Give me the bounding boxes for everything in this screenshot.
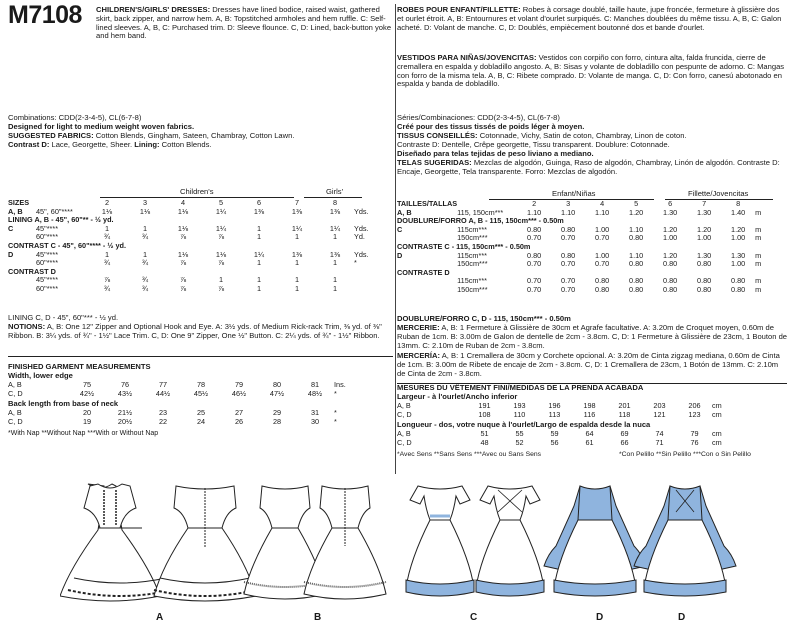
spanish-footnote: *Con Pelillo **Sin Pelillo ***Con o Sin Pelillo	[619, 451, 751, 458]
dress-b-back	[300, 478, 390, 618]
group-girls: Girls'	[326, 187, 344, 196]
english-description	[96, 6, 392, 41]
width-label: Width, lower edge	[8, 371, 73, 380]
back-label: Back length from base of neck	[8, 399, 119, 408]
table-row: 60"**** ¾ ¾ ⅞ ⅞ 1 1 1 *	[36, 258, 357, 268]
view-label-b: B	[314, 612, 322, 623]
table-row: D 115cm*** 0.80 0.80 1.00 1.10 1.20 1.30 1.30 m	[397, 250, 762, 260]
english-desc-text: Dresses have lined bodice, raised waist, gathered skirt, back zipper, and narrow hem. A, B: Topstitched armholes and hem ruffle. C: Self-lined sleeves. A, B, C: Purchased trim. D: Sleeve flounce. C, D: Lined, back-button yoke and hem band.	[96, 5, 392, 41]
table-row: CONTRAST C - 45", 60"**** - ½ yd.	[8, 240, 127, 250]
table-row: D 45"**** 1 1 1⅛ 1⅛ 1¼ 1⅜ 1⅜ Yds.	[8, 249, 369, 259]
english-title: CHILDREN'S/GIRLS' DRESSES:	[96, 5, 211, 14]
finished-title: FINISHED GARMENT MEASUREMENTS	[8, 362, 151, 371]
table-row: 45"**** ⅞ ¾ ⅞ 1 1 1 1	[36, 275, 338, 285]
contrast-lining: Contrast D: Lace, Georgette, Sheer. Lining: Cotton Blends.	[8, 140, 212, 149]
contraste-fr: Contraste D: Dentelle, Crêpe georgette, Tissu transparent. Doublure: Cotonnade.	[397, 140, 670, 149]
back-table	[8, 409, 393, 426]
lining-cd: LINING C, D - 45", 60"*** - ½ yd.	[8, 313, 119, 322]
group-enfant: Enfant/Niñas	[552, 189, 596, 198]
table-row: C, D 108 110 113 116 118 121 123 cm	[397, 409, 722, 419]
dress-c-back	[470, 476, 550, 616]
table-row: A, B 20 21½ 23 25 27 29 31 *	[8, 408, 337, 417]
doublure-cd: DOUBLURE/FORRO C, D - 115, 150cm*** - 0.50m	[397, 314, 571, 323]
designed-for: Designed for light to medium weight woven fabrics.	[8, 122, 195, 131]
rule-finished	[8, 356, 393, 357]
notions: NOTIONS: A, B: One 12" Zipper and Optional Hook and Eye. A: 3½ yds. of Medium Rick-rack Trim, ⅜ yd. of ⅜" Ribbon. B: 3¼ yds. of ¾" - 1½" Lace Trim. C, D: One 9" Zipper, One ½" Button. C: 2¼ yds. of ¾" - 1½" Ribbon.	[8, 322, 382, 340]
view-label-c: C	[470, 612, 478, 623]
width-table	[8, 381, 393, 398]
tissus-conseilles: TISSUS CONSEILLÉS: Cotonnade, Vichy, Satin de coton, Chambray, Linon de coton.	[397, 131, 687, 140]
table-row: C 115cm*** 0.80 0.80 1.00 1.10 1.20 1.20 1.20 m	[397, 224, 762, 234]
size-header-row: TAILLES/TALLAS 2 3 4 5 6 7 8	[397, 199, 741, 208]
spanish-description: VESTIDOS PARA NIÑAS/JOVENCITAS: Vestidos con corpiño con forro, cintura alta, falda fruncida, cierre de cremallera en espalda y dobladillo angosto. A, B: Sisas y volante de dobladillo con pespunte de adorno. C: Mangas con forro de la misma tela. A, B, C: Ribete comprado. D: Volante de manga. C, D: Con forro, canesú abotonado en espalda y banda de dobladillo.	[397, 53, 785, 89]
mesures-title: MESURES DU VÊTEMENT FINI/MEDIDAS DE LA PRENDA ACABADA	[397, 383, 644, 392]
table-row: 150cm*** 0.70 0.70 0.70 0.80 1.00 1.00 1.00 m	[457, 233, 762, 243]
french-description: ROBES POUR ENFANT/FILLETTE: Robes à corsage doublé, taille haute, jupe froncée, fermeture à glissière dos et ourlet étroit. A, B: Entournures et volant d'ourlet surpiqués. C: Manches doublées du même tissu. A, B, C: Galon acheté. D: Volant de manche. C, D: Doublés, empiècement boutonné dos et bande d'ourlet.	[397, 5, 782, 32]
view-label-a: A	[156, 612, 164, 623]
longueur-table	[397, 430, 787, 447]
english-footnote: *With Nap **Without Nap ***With or Without Nap	[8, 430, 159, 437]
table-row: 60"**** ¾ ¾ ⅞ ⅞ 1 1 1 Yd.	[36, 232, 365, 242]
largeur-table	[397, 402, 787, 419]
table-row: CONTRAST D	[8, 266, 56, 276]
table-row: C, D 48 52 56 61 66 71 76 cm	[397, 437, 722, 447]
metrage-table	[397, 200, 787, 295]
table-row: CONTRASTE D	[397, 267, 450, 277]
cree-pour: Créé pour des tissus tissés de poids léger à moyen.	[397, 122, 585, 131]
table-row: CONTRASTE C - 115, 150cm*** - 0.50m	[397, 241, 531, 251]
table-row: LINING A, B - 45", 60"** - ½ yd.	[8, 215, 114, 225]
table-row: A, B 191 193 196 198 201 203 206 cm	[397, 401, 722, 410]
table-row: C 45"**** 1 1 1⅛ 1¼ 1 1¼ 1¼ Yds.	[8, 223, 369, 233]
table-row: DOUBLURE/FORRO A, B - 115, 150cm*** - 0.50m	[397, 216, 564, 226]
series-combos: Séries/Combinaciones: CDD(2-3-4-5), CL(6-7-8)	[397, 113, 560, 122]
table-row: 60"**** ¾ ¾ ⅞ ⅞ 1 1 1	[36, 283, 338, 293]
longueur-label: Longueur - dos, votre nuque à l'ourlet/Largo de espalda desde la nuca	[397, 420, 651, 429]
mercerie: MERCERIE: A, B: 1 Fermeture à Glissière de 30cm et Agrafe facultative. A: 3.20m de Croquet moyen, 0.60m de Ruban de 1cm. B: 3.00m de Galon de dentelle de 2cm - 3.8cm. C, D: 1 Fermeture à Glissière de 23cm, 1 Bouton de 13mm. C: 2.10m de Ruban de 2cm - 3.8cm.	[397, 323, 788, 350]
table-row: A, B 51 55 59 64 69 74 79 cm	[397, 429, 722, 438]
table-row: 115cm*** 0.70 0.70 0.80 0.80 0.80 0.80 0.80 m	[457, 276, 762, 286]
size-header-row: SIZES 2 3 4 5 6 7 8	[8, 198, 338, 207]
disenado: Diseñado para telas tejidas de peso liviano a mediano.	[397, 149, 594, 158]
dress-c-front	[400, 476, 480, 616]
rule-childrens	[100, 197, 294, 198]
view-label-d1: D	[596, 612, 604, 623]
merceria: MERCERÍA: A, B: 1 Cremallera de 30cm y Corchete opcional. A: 3.20m de Cinta zigzag mediana, 0.60m de Cinta de 1cm. B: 3.00m de Ribete de encaje de 2cm - 3.8cm. C, D: 1 Cremallera de 23cm, 1 Botón de 13mm. C: 2.10m de Cinta de 2cm - 3.8cm.	[397, 351, 780, 378]
suggested-fabrics: SUGGESTED FABRICS: Cotton Blends, Gingham, Sateen, Chambray, Cotton Lawn.	[8, 131, 295, 140]
table-row: 150cm*** 0.70 0.70 0.80 0.80 0.80 0.80 0.80 m	[457, 284, 762, 294]
telas-sugeridas: TELAS SUGERIDAS: Mezclas de algodón, Guinga, Raso de algodón, Chambray, Linón de algodón. Contraste D: Encaje, Georgette, Tela transparente. Forro: Mezclas de algodón.	[397, 158, 780, 176]
pattern-code: M7108	[8, 1, 82, 29]
view-label-d2: D	[678, 612, 686, 623]
french-footnote: *Avec Sens **Sans Sens ***Avec ou Sans Sens	[397, 451, 542, 458]
table-row: A, B 75 76 77 78 79 80 81 Ins.	[8, 380, 346, 389]
column-divider	[395, 4, 396, 474]
table-row: 150cm*** 0.70 0.70 0.70 0.80 0.80 0.80 1.00 m	[457, 259, 762, 269]
yardage-table	[8, 199, 393, 294]
group-childrens: Children's	[180, 187, 214, 196]
dress-d-back	[630, 476, 740, 616]
combinations: Combinations: CDD(2-3-4-5), CL(6-7-8)	[8, 113, 142, 122]
group-fillette: Fillette/Jovencitas	[688, 189, 749, 198]
table-row: C, D 19 20½ 22 24 26 28 30 *	[8, 416, 337, 426]
largeur-label: Largeur - à l'ourlet/Ancho inferior	[397, 392, 518, 401]
table-row: C, D 42½ 43½ 44½ 45½ 46½ 47½ 48½ *	[8, 388, 337, 398]
table-row: A, B 45", 60"**** 1⅛ 1⅛ 1⅛ 1¼ 1⅜ 1⅜ 1⅜ Yds.	[8, 206, 369, 216]
table-row: A, B 115, 150cm*** 1.10 1.10 1.10 1.20 1.30 1.30 1.40 m	[397, 207, 762, 217]
